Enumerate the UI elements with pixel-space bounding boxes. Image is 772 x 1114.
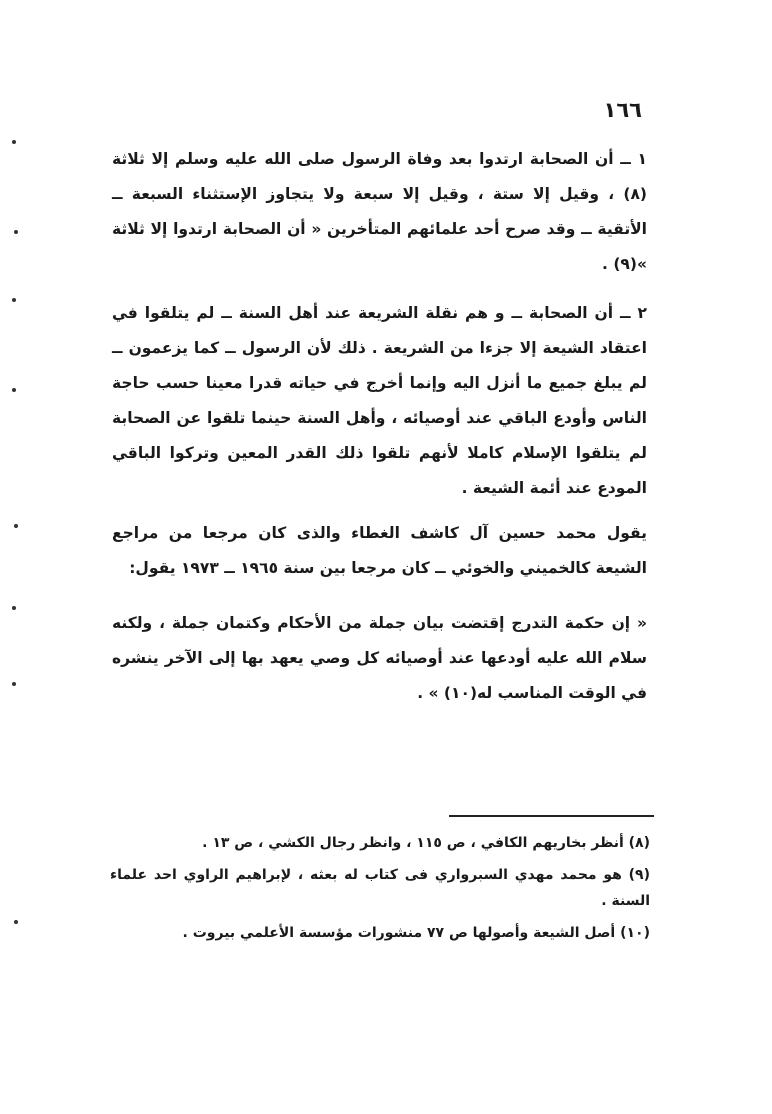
paragraph-4-quote: « إن حكمة التدرج إقتضت بيان جملة من الأحكام وكتمان جملة ، ولكنه سلام الله عليه أودعها عند أوصيائه كل وصي يعهد بها إلى الآخر ينشره في الوقت المناسب له(١٠) » . [112, 614, 647, 702]
paragraph-1: ١ ــ أن الصحابة ارتدوا بعد وفاة الرسول صلى الله عليه وسلم إلا ثلاثة (٨) ، وقيل إلا ستة ، وقيل إلا سبعة ولا يتجاوز الإستثناء السبعة ــ الأتقية ــ وقد صرح أحد علمائهم المتأخرين « أن الصحابة ارتدوا إلا ثلاثة »(٩) . [112, 150, 647, 273]
footnote-divider [449, 815, 654, 817]
margin-mark [14, 524, 18, 528]
page-number: ١٦٦ [603, 98, 642, 122]
margin-mark [12, 606, 16, 610]
margin-mark [14, 230, 18, 234]
paragraph-2: ٢ ــ أن الصحابة ــ و هم نقلة الشريعة عند أهل السنة ــ لم يتلقوا في اعتقاد الشيعة إلا جزءا من الشريعة . ذلك لأن الرسول ــ كما يزعمون ــ لم يبلغ جميع ما أنزل اليه وإنما أخرج في حياته قدرا معينا حسب حاجة الناس وأودع الباقي عند أوصيائه ، وأهل السنة حينما تلقوا عن الصحابة لم يتلقوا الإسلام كاملا لأنهم تلقوا ذلك القدر المعين وتركوا الباقي المودع عند أئمة الشيعة . [112, 304, 647, 497]
footnote-10: (١٠) أصل الشيعة وأصولها ص ٧٧ منشورات مؤسسة الأعلمي بيروت . [182, 925, 650, 941]
margin-mark [12, 140, 16, 144]
footnotes-section [110, 830, 650, 952]
margin-mark [12, 298, 16, 302]
footnote-8: (٨) أنظر بخاريهم الكافي ، ص ١١٥ ، وانظر رجال الكشي ، ص ١٣ . [202, 835, 650, 851]
margin-mark [12, 682, 16, 686]
paragraph-3: يقول محمد حسين آل كاشف الغطاء والذى كان مرجعا من مراجع الشيعة كالخميني والخوئي ــ كان مرجعا بين سنة ١٩٦٥ ــ ١٩٧٣ يقول: [112, 524, 647, 577]
footnote-9: (٩) هو محمد مهدي السبرواري فى كتاب له بعثه ، لإبراهيم الراوي احد علماء السنة . [110, 867, 650, 909]
margin-mark [14, 920, 18, 924]
margin-mark [12, 388, 16, 392]
